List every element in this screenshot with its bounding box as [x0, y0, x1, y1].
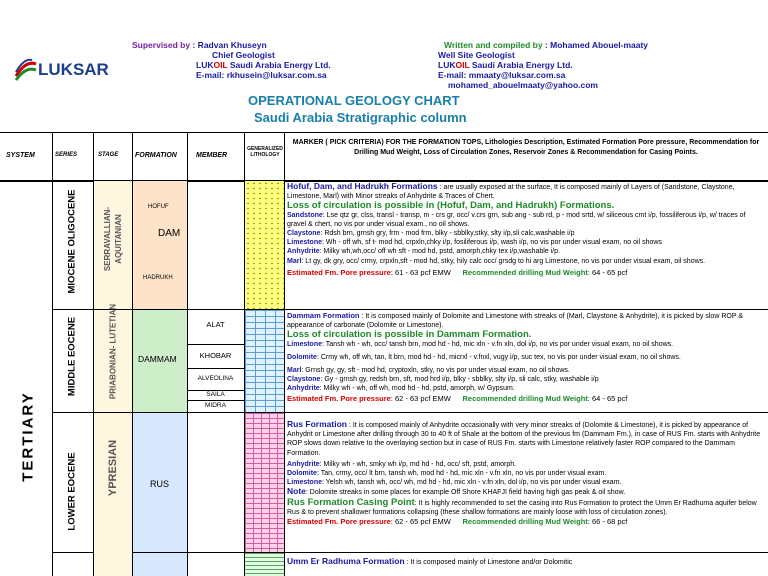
supervised-label: Supervised by	[132, 40, 191, 50]
lithology-dammam	[245, 310, 284, 412]
block2-l1-head: Limestone	[287, 340, 323, 348]
block2-epp: Estimated Fm. Pore pressure	[287, 393, 391, 403]
block2-intro: : It is composed mainly of Dolomite and Limestone with streaks of (Marl, Claystone & Anhydrite), it is picked by slow ROP & appearance of carbonate (Dolomite or Limestone).	[287, 313, 743, 330]
block2-rmw-val: : 64 - 65 pcf	[587, 393, 628, 403]
series-miocene: MIOCENE OLIGOCENE	[66, 189, 78, 294]
col-lithology: GENERALIZED LITHOLOGY	[247, 146, 283, 158]
company-logo	[14, 56, 109, 86]
block1-l4-head: Anhydrite	[287, 248, 320, 256]
block3-l1-head: Anhydrite	[287, 460, 320, 468]
system-label: TERTIARY	[19, 391, 37, 482]
block2-l4-head: Claystone	[287, 376, 321, 384]
block2-l3-head: Marl	[287, 367, 302, 375]
col-series: SERIES	[55, 152, 78, 158]
supervised-company-rest: Saudi Arabia Energy Ltd.	[227, 60, 331, 70]
block2-l2: : Crmy wh, off wh, tan, lt brn, mod hd - hd, micrxl - v.fnxl, vugy i/p, suc tex, no vis por under visual exam, no oil shows.	[316, 353, 681, 361]
block4-intro: : It is composed mainly of Limestone and/or Dolomitic	[404, 559, 573, 566]
formation-hadrukh: HADRUKH	[143, 275, 173, 281]
block1-loss: Loss of circulation is possible in (Hofuf, Dam, and Hadrukh) Formations.	[287, 200, 615, 212]
written-company-oil: OIL	[455, 60, 470, 70]
block3-casing: : It is highly recommended to set the casing into Rus Formation to protect the Umm Er Radhuma aquifer below Rus & to prevent shallower formations collapsing (these shallow formations are mainly loose with loss of circulation zones).	[287, 499, 757, 516]
block1-l5-head: Marl	[287, 257, 302, 265]
formation-dam: DAM	[158, 228, 181, 239]
block3-l3: : Yelsh wh, tansh wh, occ/ wh, md hd - hd, mic xln - v.fn xln, dol i/p, no vis por under visual exam.	[322, 479, 622, 487]
block3-title: Rus Formation	[287, 419, 347, 429]
written-name: : Mohamed Abouel-maaty	[544, 40, 649, 50]
series-lower-eocene: LOWER EOCENE	[66, 452, 78, 531]
formation-fill-hofuf	[133, 181, 187, 309]
block1-title: Hofuf, Dam, and Hadrukh Formations	[287, 181, 438, 191]
col-system: SYSTEM	[6, 152, 35, 159]
written-company-rest: Saudi Arabia Energy Ltd.	[469, 60, 573, 70]
desc-block-rus	[287, 420, 765, 527]
formation-hofuf: HOFUF	[148, 204, 169, 210]
logo-emblem-icon	[14, 58, 38, 84]
block3-casing-head: Rus Formation Casing Point	[287, 496, 415, 508]
chart-subtitle: Saudi Arabia Stratigraphic column	[254, 110, 467, 125]
stage-serravallian: SERRAVALLIAN- AQUITANIAN	[103, 206, 123, 272]
formation-rus: RUS	[150, 479, 170, 489]
stage-priabonian: PRIABONIAN- LUTETIAN	[108, 303, 118, 400]
block3-l2-head: Dolomite	[287, 470, 317, 478]
chart-title: OPERATIONAL GEOLOGY CHART	[248, 93, 460, 108]
block3-rmw-val: : 66 - 68 pcf	[587, 517, 628, 527]
block1-epp: Estimated Fm. Pore pressure	[287, 267, 391, 277]
block4-title: Umm Er Radhuma Formation	[287, 556, 405, 566]
stage-ypresian: YPRESIAN	[107, 439, 119, 497]
member-alat: ALAT	[206, 320, 225, 329]
desc-block-umm	[287, 557, 765, 567]
block1-l2: : Rdsh brn, grnsh gry, frm - mod frm, blky - sbblky,stky, slty i/p,sli calc,washable i/p	[320, 230, 575, 238]
block3-epp: Estimated Fm. Pore pressure	[287, 517, 391, 527]
written-role: Well Site Geologist	[438, 50, 515, 60]
block2-rmw: Recommended drilling Mud Weight	[462, 393, 588, 403]
logo-text: LUKSAR	[38, 60, 109, 79]
block2-l5: : Milky wh - wh, off wh, mod hd - hd, pstd, amorph, w/ Gypsum.	[319, 385, 515, 393]
block2-l3: : Grnsh gy, gy, sft - mod hd, cryptoxln, stky, no vis por under visual exam, no oil shows.	[301, 367, 570, 375]
member-khobar: KHOBAR	[199, 351, 232, 360]
formation-dammam: DAMMAM	[138, 354, 177, 364]
block2-l4: : Gy - grnsh gy, redsh brn, sft, mod hrd i/p, blky - sbblky, slty i/p, sli calc, stky, washable i/p	[320, 376, 599, 384]
block1-epp-val: : 61 - 63 pcf EMW	[390, 267, 451, 277]
block2-title: Dammam Formation	[287, 311, 360, 320]
member-midra: MIDRA	[205, 402, 226, 409]
block1-l1-head: Sandstone	[287, 211, 323, 219]
col-marker: MARKER ( PICK CRITERIA) FOR THE FORMATION TOPS, Lithologies Description, Estimated Formation Pore pressure, Recommendation for Drilling Mud Weight, Loss of Circulation Zones, Reservoir Zones & Recommendation for Casing Points.	[292, 139, 760, 156]
block1-l4: : Milky wh,wh,occ/ off wh sft - mod hd, pstd, amorph,chky tex i/p,washable i/p.	[319, 248, 560, 256]
member-alveolina: ALVEOLINA	[197, 375, 234, 382]
col-formation: FORMATION	[135, 152, 177, 159]
written-email: E-mail: mmaaty@luksar.com.sa	[438, 70, 566, 80]
block3-l2: : Tan, crmy, occ/ lt brn, tansh wh, mod hd - hd, mic xln - v.fn xln, no vis por under visual exam.	[316, 470, 607, 478]
supervised-company-oil: OIL	[213, 60, 228, 70]
col-member: MEMBER	[196, 152, 228, 159]
supervised-company-prefix: LUK	[196, 60, 214, 70]
lithology-hofuf	[245, 181, 284, 309]
block3-intro: : It is composed mainly of Anhydrite occasionally with very minor streaks of (Dolomite & Limestone), it is picked by appearance of Anhydrit or Limestone after drilling through 30 to 40 ft of Shale at the bottom of the previous fm (Dammam Fm.), in case of RUS Fm. starts with Anhydrite ROP slows down relative to the overlaying section but in case of RUS Fm. starts with Limestone relatively faster ROP compared to the Dammam Formation.	[287, 422, 761, 457]
block2-l5-head: Anhydrite	[287, 385, 320, 393]
desc-block-dammam	[287, 311, 765, 404]
block2-epp-val: : 62 - 63 pcf EMW	[390, 393, 451, 403]
block1-rmw-val: : 64 - 65 pcf	[587, 267, 628, 277]
supervised-role: Chief Geologist	[212, 50, 275, 60]
written-email2: mohamed_abouelmaaty@yahoo.com	[448, 80, 598, 90]
block1-l3-head: Limestone	[287, 239, 323, 247]
member-saila: SAILA	[206, 391, 225, 398]
supervised-email: E-mail: rkhusein@luksar.com.sa	[196, 70, 327, 80]
col-stage: STAGE	[98, 152, 119, 158]
block3-epp-val: : 62 - 65 pcf EMW	[390, 517, 451, 527]
series-middle-eocene: MIDDLE EOCENE	[66, 316, 78, 397]
written-company-prefix: LUK	[438, 60, 456, 70]
lithology-umm	[245, 553, 284, 576]
block1-l3: : Wh - off wh, sf t- mod hd, crpxln,chky i/p, fosiliferous i/p, wash i/p, no vis por under visual exam, no oil shows	[322, 239, 662, 247]
author-block	[438, 40, 768, 90]
block1-l2-head: Claystone	[287, 230, 321, 238]
block1-rmw: Recommended drilling Mud Weight	[462, 267, 588, 277]
block1-l1: : Lse qtz gr, clss, transl - transp, m - crs gr, occ/ v.crs grn, sub ang - sub rd, p - mod srtd, w/ siliceous cmt i/p, fossiliferous i/p, w/ traces of gravel & chert, no vis por under visual exam., no oil shows.	[287, 211, 746, 228]
block1-l5: : Lt gy, dk gry, occ/ crmy, crpxln,sft - mod hd, stky, hily calc occ/ grsdg to hi arg Limestone, no vis por under visual exam, oil shows.	[301, 257, 706, 265]
block2-l1: : Tansh wh - wh, occ/ tansh brn, mod hd - hd, mic xln - v.fn xln, dol i/p, no vis por under visual exam, no oil shows.	[322, 340, 674, 348]
block3-note-head: Note	[287, 486, 306, 497]
block1-intro: : are usually exposed at the surface, It is composed mainly of Layers of (Sandstone, Claystone, Limestone, Marl) with Minor streaks of Anhydrite & Traces of Chert.	[287, 184, 735, 201]
desc-block-hofuf	[287, 182, 765, 278]
written-label: Written and compiled by	[444, 40, 543, 50]
block3-note: : Dolomite streaks in some places for example Off Shore KHAFJI field having high gas peak & oil show.	[305, 489, 626, 497]
block2-loss: Loss of circulation is possible in Dammam Formation.	[287, 329, 532, 341]
block3-rmw: Recommended drilling Mud Weight	[462, 517, 588, 527]
block3-l3-head: Limestone	[287, 479, 323, 487]
lithology-rus	[245, 413, 284, 552]
supervised-name: : Radvan Khuseyn	[192, 40, 267, 50]
formation-fill-umm	[133, 553, 187, 576]
block3-l1: : Milky wh - wh, smky wh i/p, md hd - hd, occ/ sft, pstd, amorph.	[319, 460, 517, 468]
supervisor-block	[132, 40, 432, 80]
block2-l2-head: Dolomite	[287, 353, 317, 361]
